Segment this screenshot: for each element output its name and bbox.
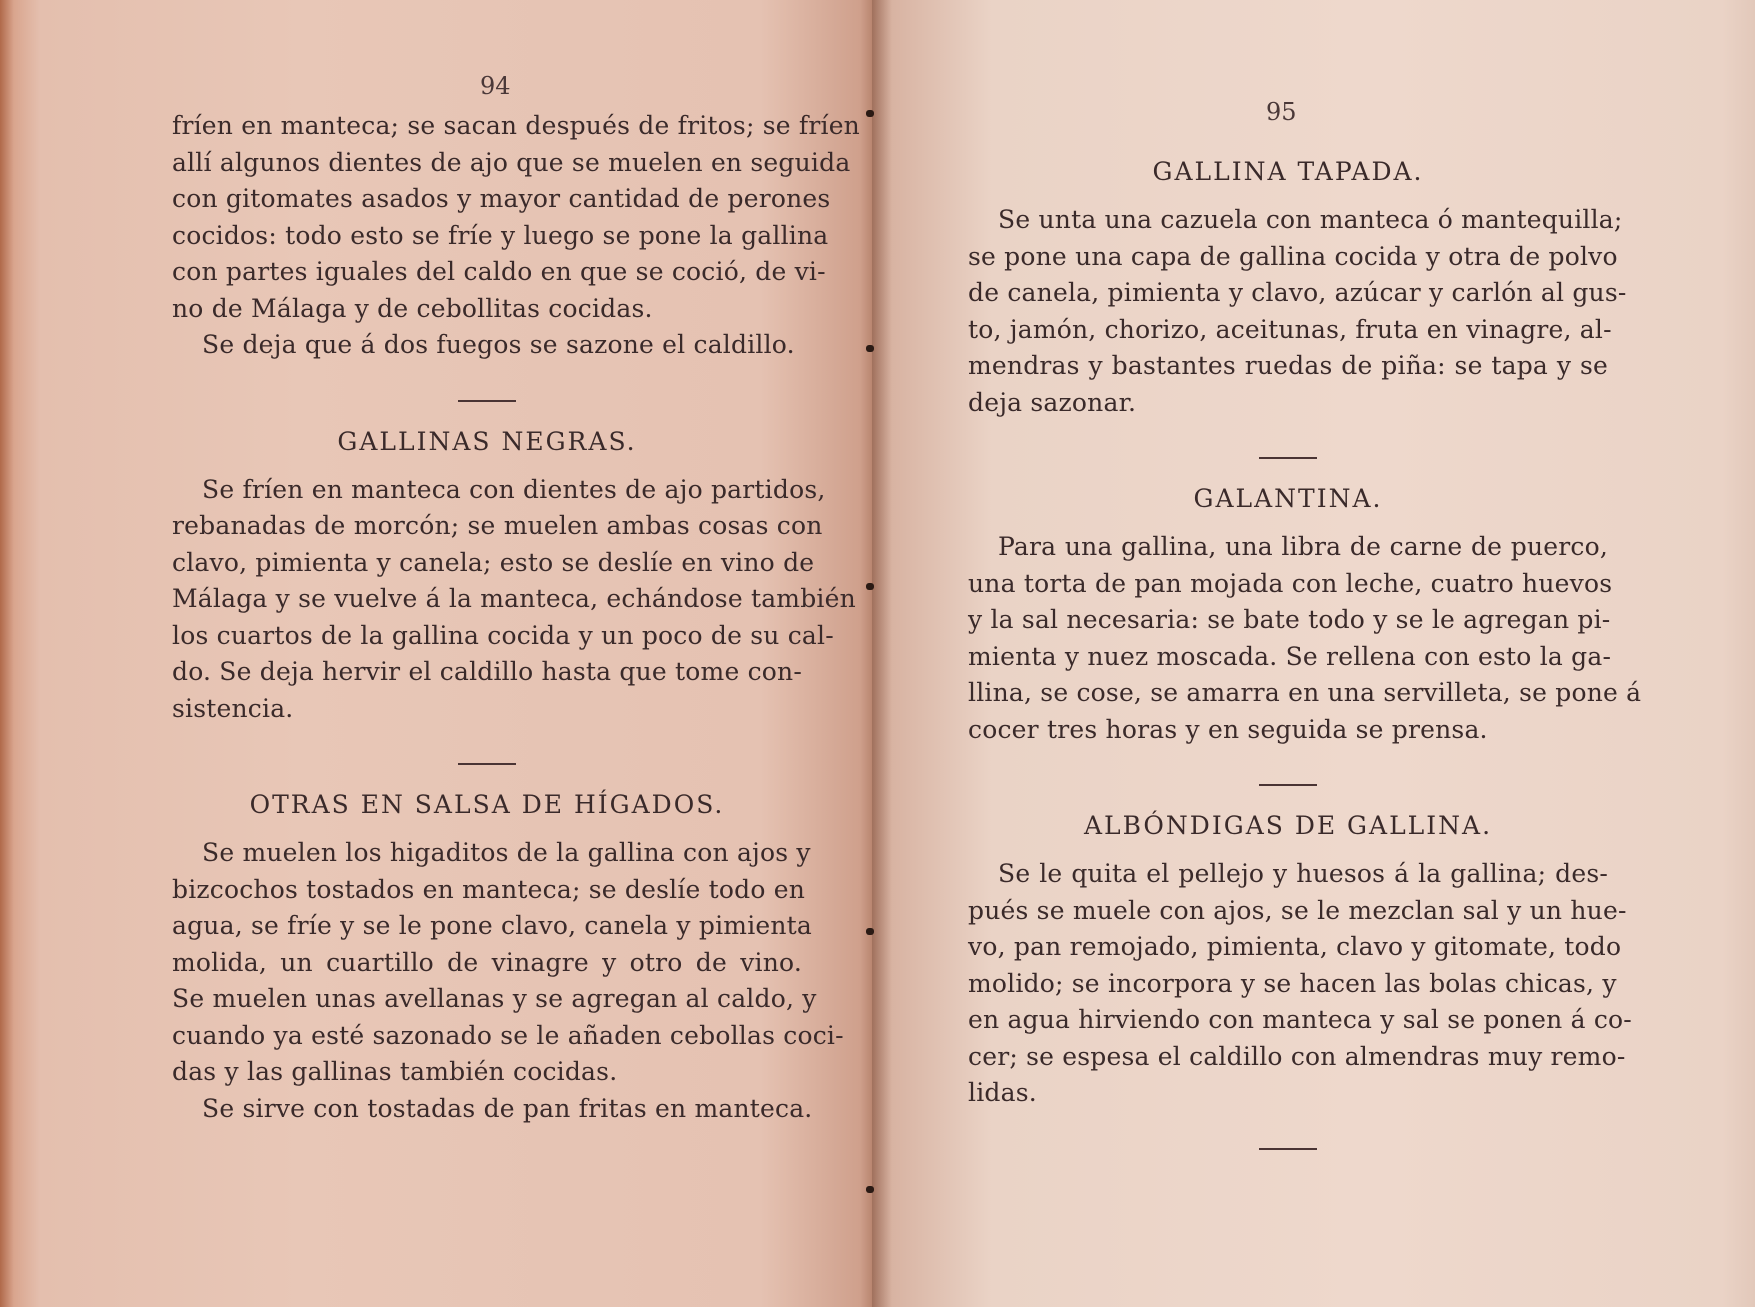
text-line: mendras y bastantes ruedas de piña: se tapa y se xyxy=(968,351,1608,380)
text-line: sistencia. xyxy=(172,693,294,723)
recipe-heading: GALLINA TAPADA. xyxy=(1152,157,1424,186)
text-line: bizcochos tostados en manteca; se deslíe todo en xyxy=(172,874,806,904)
text-line: pués se muele con ajos, se le mezclan sal y un hue- xyxy=(968,895,1627,925)
text-line: en agua hirviendo con manteca y sal se ponen á co- xyxy=(968,1005,1632,1034)
text-line: cer; se espesa el caldillo con almendras muy remo- xyxy=(968,1041,1626,1071)
text-line: Se muelen los higaditos de la gallina con ajos y xyxy=(202,838,811,867)
text-line: molida, un cuartillo de vinagre y otro de vino. xyxy=(172,947,802,977)
text-line: Se deja que á dos fuegos se sazone el caldillo. xyxy=(202,330,795,359)
text-line: vo, pan remojado, pimienta, clavo y gitomate, todo xyxy=(968,932,1622,961)
paragraph xyxy=(968,202,1627,421)
text-line: Se fríen en manteca con dientes de ajo partidos, xyxy=(202,474,826,504)
paragraph xyxy=(172,472,856,728)
text-line: los cuartos de la gallina cocida y un poco de su cal- xyxy=(172,620,834,650)
text-line: Se le quita el pellejo y huesos á la gallina; des- xyxy=(998,859,1608,888)
left-page xyxy=(0,0,872,1307)
paragraph xyxy=(968,856,1632,1112)
text-line: Se muelen unas avellanas y se agregan al caldo, y xyxy=(172,984,817,1013)
binding-stitch xyxy=(866,345,874,352)
text-line: con partes iguales del caldo en que se coció, de vi- xyxy=(172,257,826,286)
paragraph xyxy=(172,327,802,364)
paragraph xyxy=(172,1091,813,1128)
text-line: rebanadas de morcón; se muelen ambas cosas con xyxy=(172,511,823,540)
paragraph xyxy=(172,108,860,327)
text-line: una torta de pan mojada con leche, cuatro huevos xyxy=(968,568,1613,598)
paragraph xyxy=(172,835,844,1091)
text-line: cocer tres horas y en seguida se prensa. xyxy=(968,714,1488,744)
page-body xyxy=(968,152,1642,1170)
text-line: y la sal necesaria: se bate todo y se le agregan pi- xyxy=(968,605,1611,634)
binding-stitch xyxy=(866,928,874,935)
text-line: se pone una capa de gallina cocida y otra de polvo xyxy=(968,241,1618,271)
recipe-heading: GALLINAS NEGRAS. xyxy=(337,426,637,456)
binding-stitch xyxy=(866,583,874,590)
text-line: de canela, pimienta y clavo, azúcar y carlón al gus- xyxy=(968,278,1627,307)
text-line: llina, se cose, se amarra en una servilleta, se pone á xyxy=(968,678,1642,707)
section-divider xyxy=(458,400,516,402)
text-line: fríen en manteca; se sacan después de fritos; se fríen xyxy=(172,111,860,140)
text-line: mienta y nuez moscada. Se rellena con esto la ga- xyxy=(968,641,1612,671)
text-line: Se sirve con tostadas de pan fritas en manteca. xyxy=(202,1093,813,1123)
section-divider xyxy=(1259,457,1317,459)
page-body xyxy=(172,108,860,1127)
text-line: deja sazonar. xyxy=(968,387,1137,417)
text-line: das y las gallinas también cocidas. xyxy=(172,1057,618,1086)
text-line: cocidos: todo esto se fríe y luego se pone la gallina xyxy=(172,220,829,250)
recipe-heading: OTRAS EN SALSA DE HÍGADOS. xyxy=(249,790,725,819)
section-divider xyxy=(458,763,516,765)
text-line: do. Se deja hervir el caldillo hasta que tome con- xyxy=(172,657,802,686)
paragraph xyxy=(968,529,1642,748)
section-divider xyxy=(1259,1148,1317,1150)
section-divider xyxy=(1259,784,1317,786)
text-line: Se unta una cazuela con manteca ó mantequilla; xyxy=(998,205,1623,234)
text-line: to, jamón, chorizo, aceitunas, fruta en vinagre, al- xyxy=(968,314,1612,344)
text-line: no de Málaga y de cebollitas cocidas. xyxy=(172,293,653,323)
text-line: con gitomates asados y mayor cantidad de perones xyxy=(172,184,831,213)
binding-stitch xyxy=(866,110,874,117)
page-number: 94 xyxy=(480,72,511,100)
text-line: allí algunos dientes de ajo que se muelen en seguida xyxy=(172,147,851,177)
recipe-heading: GALANTINA. xyxy=(1193,484,1383,513)
text-line: lidas. xyxy=(968,1078,1037,1107)
binding-stitch xyxy=(866,1186,874,1193)
text-line: agua, se fríe y se le pone clavo, canela y pimienta xyxy=(172,911,813,940)
text-line: cuando ya esté sazonado se le añaden cebollas coci- xyxy=(172,1020,844,1050)
text-line: molido; se incorpora y se hacen las bolas chicas, y xyxy=(968,968,1617,998)
text-line: Málaga y se vuelve á la manteca, echándose también xyxy=(172,584,856,613)
text-line: Para una gallina, una libra de carne de puerco, xyxy=(998,532,1608,561)
right-page xyxy=(872,0,1755,1307)
recipe-heading: ALBÓNDIGAS DE GALLINA. xyxy=(1083,811,1493,840)
page-number: 95 xyxy=(1266,98,1297,126)
text-line: clavo, pimienta y canela; esto se deslíe en vino de xyxy=(172,547,815,577)
